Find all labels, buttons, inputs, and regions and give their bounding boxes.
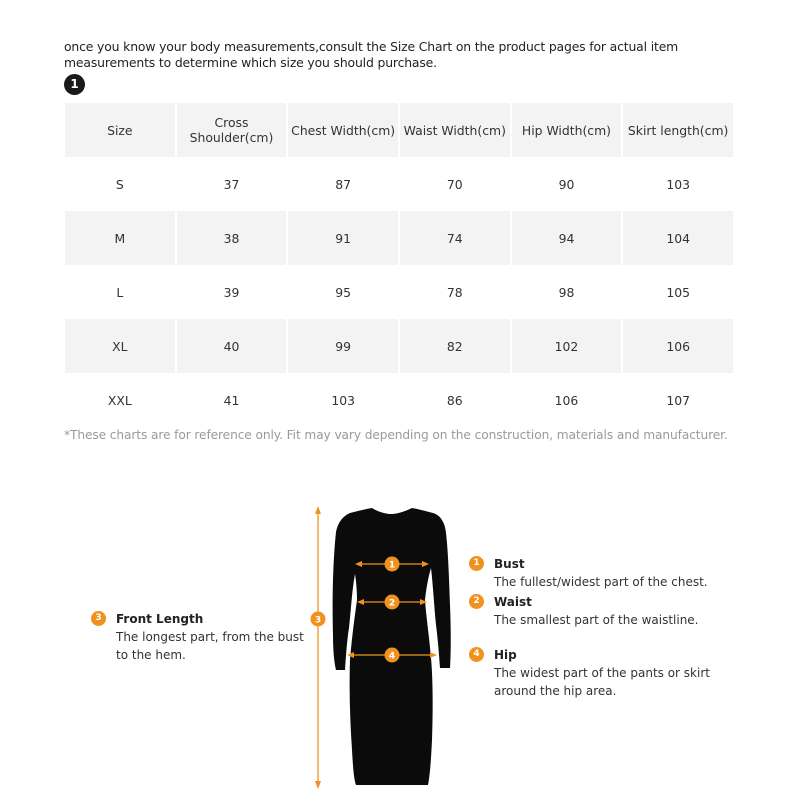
table-cell: 38 xyxy=(177,211,287,265)
table-cell: 86 xyxy=(400,373,510,427)
table-cell: 87 xyxy=(288,157,398,211)
marker-number: 3 xyxy=(314,615,322,626)
table-cell: 103 xyxy=(623,157,733,211)
header-skirt-length: Skirt length(cm) xyxy=(623,103,733,157)
table-cell: 82 xyxy=(400,319,510,373)
disclaimer-text: *These charts are for reference only. Fit may vary depending on the construction, materials and manufacturer. xyxy=(64,428,728,442)
table-cell: 99 xyxy=(288,319,398,373)
numbered-circle-icon: 2 xyxy=(469,594,484,609)
table-cell: 102 xyxy=(512,319,622,373)
intro-text: once you know your body measurements,consult the Size Chart on the product pages for actual item measurements to determine which size you should purchase. xyxy=(64,39,679,70)
table-cell: S xyxy=(65,157,175,211)
table-cell: 40 xyxy=(177,319,287,373)
table-cell: 90 xyxy=(512,157,622,211)
legend-title: Hip xyxy=(494,648,517,662)
arrowhead-icon xyxy=(430,652,437,658)
table-cell: M xyxy=(65,211,175,265)
hip-marker xyxy=(385,648,400,663)
table-cell: XL xyxy=(65,319,175,373)
table-cell: 39 xyxy=(177,265,287,319)
table-cell: XXL xyxy=(65,373,175,427)
table-cell: 41 xyxy=(177,373,287,427)
front-length-marker xyxy=(311,612,326,627)
table-cell: 107 xyxy=(623,373,733,427)
header-chest-width: Chest Width(cm) xyxy=(288,103,398,157)
header-waist-width: Waist Width(cm) xyxy=(400,103,510,157)
arrowhead-icon xyxy=(315,781,321,789)
marker-number: 2 xyxy=(388,598,396,609)
header-hip-width: Hip Width(cm) xyxy=(512,103,622,157)
table-cell: 106 xyxy=(512,373,622,427)
legend-description: The smallest part of the waistline. xyxy=(494,613,699,627)
table-cell: 105 xyxy=(623,265,733,319)
table-cell: 94 xyxy=(512,211,622,265)
table-cell: 104 xyxy=(623,211,733,265)
table-cell: 106 xyxy=(623,319,733,373)
legend-description: The fullest/widest part of the chest. xyxy=(494,575,708,589)
header-cross-shoulder: Cross Shoulder(cm) xyxy=(177,103,287,157)
legend-title: Waist xyxy=(494,595,532,609)
table-cell: 91 xyxy=(288,211,398,265)
numbered-circle-icon: 4 xyxy=(469,647,484,662)
numbered-circle-icon: 1 xyxy=(469,556,484,571)
table-cell: 103 xyxy=(288,373,398,427)
bust-marker xyxy=(385,557,400,572)
table-cell: 98 xyxy=(512,265,622,319)
legend-description: The widest part of the pants or skirt around the hip area. xyxy=(494,666,710,698)
table-cell: 70 xyxy=(400,157,510,211)
table-cell: 78 xyxy=(400,265,510,319)
legend-title: Front Length xyxy=(116,612,204,626)
numbered-circle-icon: 3 xyxy=(91,611,106,626)
marker-number: 1 xyxy=(388,560,396,571)
legend-description: The longest part, from the bust to the hem. xyxy=(116,630,304,662)
table-cell: 37 xyxy=(177,157,287,211)
dress-silhouette-icon xyxy=(333,508,451,785)
table-cell: 95 xyxy=(288,265,398,319)
table-cell: L xyxy=(65,265,175,319)
step-badge: 1 xyxy=(64,74,85,95)
waist-marker xyxy=(385,595,400,610)
legend-title: Bust xyxy=(494,557,525,571)
marker-number: 4 xyxy=(388,651,396,662)
table-cell: 74 xyxy=(400,211,510,265)
header-size: Size xyxy=(65,103,175,157)
arrowhead-icon xyxy=(315,506,321,514)
